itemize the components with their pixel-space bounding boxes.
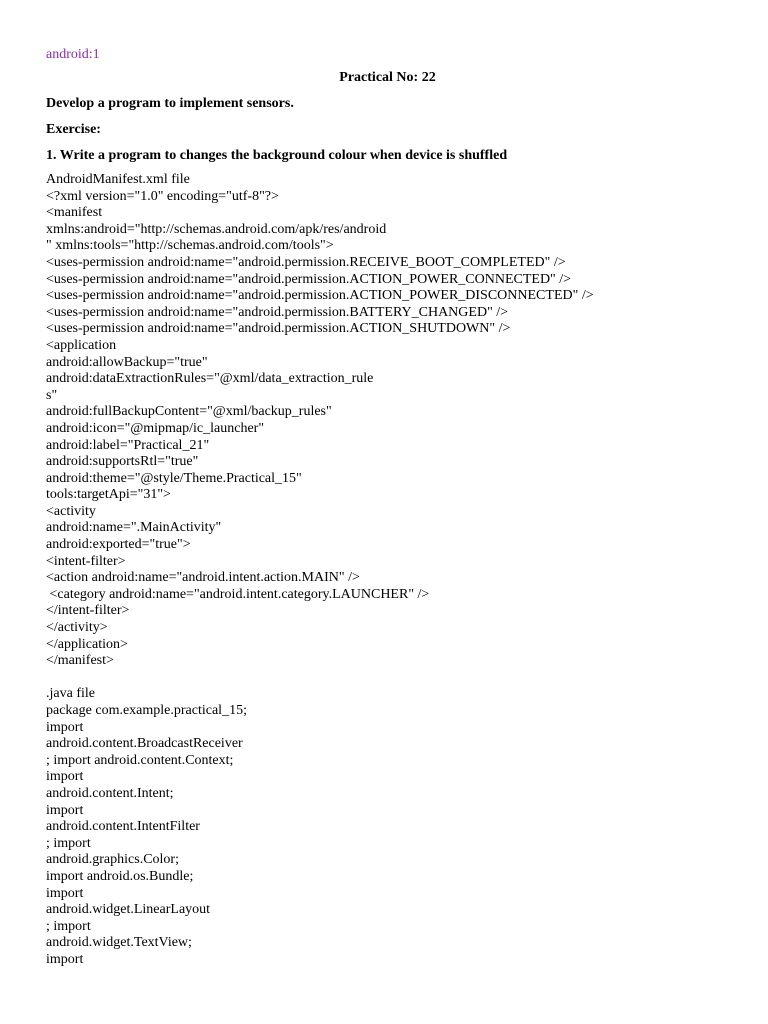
code-line: android:icon="@mipmap/ic_launcher" (46, 420, 265, 436)
code-line: import (46, 769, 84, 785)
code-line: </activity> (46, 620, 108, 636)
code-line: ; import (46, 835, 91, 851)
code-line: <application (46, 337, 117, 353)
code-line: android:name=".MainActivity" (46, 520, 222, 536)
exercise-heading: Exercise: (46, 122, 101, 137)
page-tag (46, 46, 722, 63)
code-line: <action android:name="android.intent.action.MAIN" /> (46, 570, 360, 586)
code-line: <uses-permission android:name="android.permission.ACTION_POWER_DISCONNECTED" /> (46, 288, 594, 304)
code-line: <uses-permission android:name="android.permission.ACTION_POWER_CONNECTED" /> (46, 271, 572, 287)
code-line: <category android:name="android.intent.category.LAUNCHER" /> (46, 586, 430, 602)
code-line: android:dataExtractionRules="@xml/data_extraction_rule (46, 371, 374, 387)
code-line: <intent-filter> (46, 553, 126, 569)
code-line: AndroidManifest.xml file (46, 172, 190, 187)
code-line: android.widget.TextView; (46, 935, 192, 951)
page-tag-suffix: :1 (88, 47, 100, 62)
code-line: import (46, 885, 84, 901)
code-line: .java file (46, 686, 95, 702)
code-line: android.graphics.Color; (46, 852, 179, 868)
code-line: s" (46, 387, 58, 403)
code-line: <activity (46, 503, 96, 519)
code-line: " xmlns:tools="http://schemas.android.com/tools"> (46, 238, 334, 254)
code-line: <uses-permission android:name="android.permission.BATTERY_CHANGED" /> (46, 304, 509, 320)
code-line: <uses-permission android:name="android.permission.RECEIVE_BOOT_COMPLETED" /> (46, 254, 566, 270)
code-line: android:supportsRtl="true" (46, 454, 199, 470)
code-line: android.content.BroadcastReceiver (46, 736, 243, 752)
aim-heading: Develop a program to implement sensors. (46, 96, 294, 111)
code-listing (46, 172, 722, 969)
question-heading: 1. Write a program to changes the background colour when device is shuffled (46, 148, 508, 163)
code-line: ; import android.content.Context; (46, 752, 234, 768)
code-line: </manifest> (46, 653, 114, 669)
code-line: import android.os.Bundle; (46, 868, 194, 884)
blank-line (46, 670, 722, 687)
code-line: <uses-permission android:name="android.permission.ACTION_SHUTDOWN" /> (46, 321, 511, 337)
code-line: tools:targetApi="31"> (46, 487, 171, 503)
code-line: import (46, 719, 84, 735)
code-line: package com.example.practical_15; (46, 703, 247, 718)
code-line: </intent-filter> (46, 603, 130, 619)
code-line: android.content.IntentFilter (46, 819, 200, 835)
code-line: import (46, 951, 84, 967)
code-line: ; import (46, 918, 91, 934)
code-line: <manifest (46, 205, 103, 221)
page-tag-prefix: android (46, 47, 89, 62)
code-line: android.widget.LinearLayout (46, 902, 211, 918)
code-line: </application> (46, 636, 128, 652)
code-line: android.content.Intent; (46, 785, 174, 801)
code-line: xmlns:android="http://schemas.android.com/apk/res/android (46, 221, 387, 237)
code-line: android:fullBackupContent="@xml/backup_rules" (46, 404, 332, 420)
code-line: import (46, 802, 84, 818)
code-line: android:label="Practical_21" (46, 437, 210, 453)
code-line: android:exported="true"> (46, 537, 191, 553)
code-line: <?xml version="1.0" encoding="utf-8"?> (46, 188, 279, 204)
practical-title: Practical No: 22 (339, 70, 436, 85)
code-line: android:allowBackup="true" (46, 354, 208, 370)
code-line: android:theme="@style/Theme.Practical_15" (46, 470, 302, 486)
